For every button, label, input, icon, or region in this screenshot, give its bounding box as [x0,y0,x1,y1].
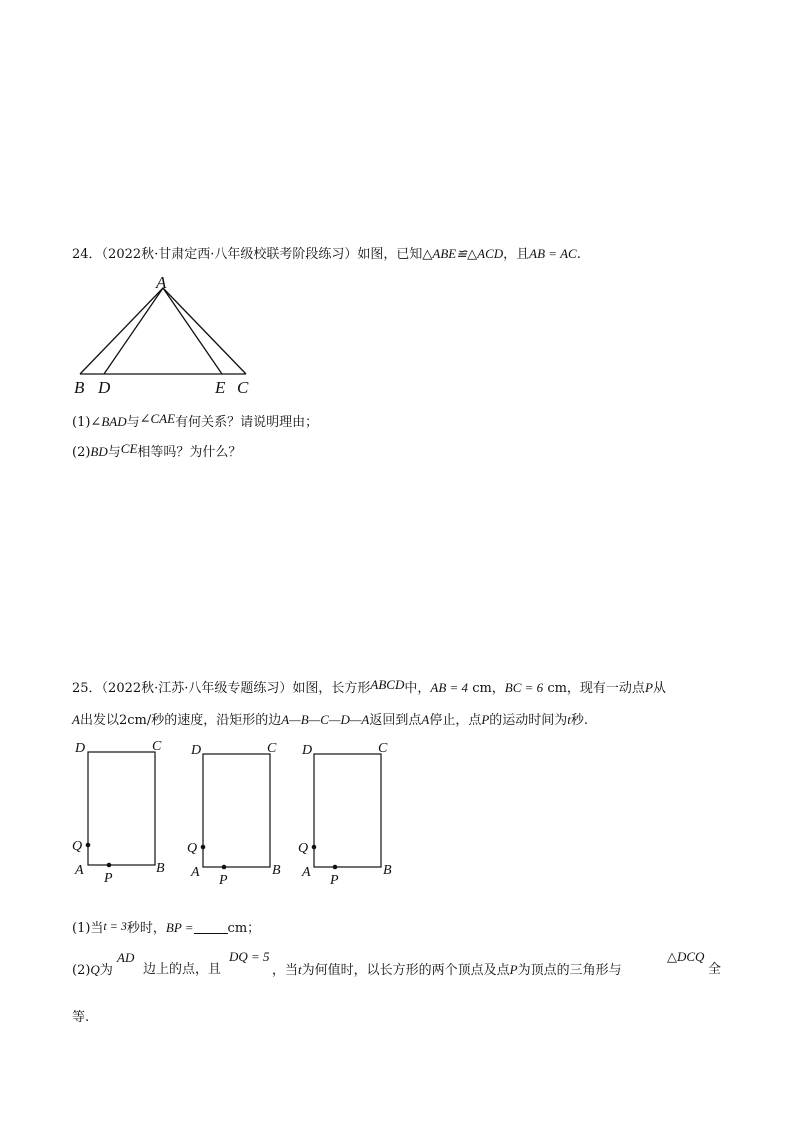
q25-number: 25． [72,681,102,696]
q25-rect-abcd: ABCD [370,677,405,692]
q25-sub1 [72,918,260,939]
q24-congruence: △ABE≌△ACD [422,246,504,261]
answer-blank[interactable] [194,921,228,934]
q25-sub2-is: 为 [99,963,113,978]
segment-AB [80,288,163,374]
q24-sub1 [72,412,318,433]
q24-seg-bd: BD [90,444,108,459]
q25-from: 从 [652,681,666,696]
point-q [86,843,91,848]
q24-intro: 如图，已知 [357,247,423,262]
q25-sub2-prefix-block [72,960,113,981]
q25-sub2-text1: 为何值时，以长方形的两个顶点及点 [301,963,510,978]
point-q [312,845,317,850]
q24-seg-ce: CE [120,441,138,456]
q24-angle-bad: ∠BAD [90,414,127,429]
q24-angle-cae: ∠CAE [139,411,176,426]
q25-sub2-text4: 等. [72,1010,90,1025]
point-p [107,863,112,868]
label-C: C [152,739,162,754]
label-D: D [75,741,86,756]
q25-line2-text3: 停止，点 [429,713,482,728]
label-E: E [215,378,226,397]
label-D: D [191,743,202,758]
q24-sub2 [72,442,241,463]
q25-sub2-t: t [298,962,302,977]
q25-rectangle-figure-1 [70,736,190,886]
q25-sub2-text3: 全 [708,962,722,977]
label-Q: Q [72,839,83,854]
label-B: B [156,861,165,876]
q25-rectangle-figure-2 [185,738,305,888]
q25-line2-text: 出发以2cm/秒的速度，沿矩形的边 [79,713,282,728]
q24-equality: AB = AC [529,246,577,261]
q24-number: 24． [72,247,102,262]
label-B: B [272,863,281,878]
label-A: A [302,865,311,880]
q24-stem [72,244,581,265]
q24-sub2-suffix: 相等吗？为什么？ [137,445,242,460]
label-C: C [267,741,277,756]
label-C: C [378,741,388,756]
q25-intro: 如图，长方形 [292,681,371,696]
label-A: A [75,863,84,878]
q25-t-eq: t = 3 [103,919,127,933]
q25-ab-unit: cm， [472,681,505,696]
label-C: C [237,378,249,397]
q25-sub2-p: P [509,962,518,977]
label-Q: Q [298,841,309,856]
q25-sub2-tri: △DCQ [667,949,705,964]
segment-AC [163,288,246,374]
label-P: P [219,873,228,888]
label-D: D [98,378,111,397]
q24-sub2-prefix: (2) [72,445,91,460]
q25-sub1-prefix: (1)当 [72,921,104,936]
q25-stem-line1 [72,678,666,699]
q25-stem-line2 [72,710,588,731]
q25-in: 中， [404,681,431,696]
point-p [333,865,338,870]
q25-bc-unit: cm，现有一动点 [547,681,645,696]
q24-sub1-suffix: 有何关系？请说明理由； [175,415,319,430]
label-P: P [104,871,113,886]
q25-a: A [72,712,80,727]
label-B: B [383,863,392,878]
label-P: P [330,873,339,888]
label-A: A [156,273,167,292]
q25-sub2-dq: DQ = 5 [229,949,270,964]
q25-sub2-edge: 边上的点，且 [143,962,222,977]
q25-rectangle-figure-3 [296,738,416,888]
q25-bp: BP = [165,920,194,935]
q24-triangle-figure [70,272,270,397]
label-Q: Q [187,841,198,856]
q25-source: （2022秋·江苏·八年级专题练习） [101,681,293,696]
q25-sub1-mid: 秒时， [126,921,166,936]
q25-sub2-when: ，当 [272,963,299,978]
q25-line2-text2: 返回到点 [369,713,422,728]
q25-line2-text4: 的运动时间为 [489,713,568,728]
segment-AD [104,288,163,374]
q25-p: P [644,680,653,695]
q24-comma: ，且 [503,247,530,262]
q25-sub2-rest [272,960,622,981]
q25-sub1-unit: cm； [227,921,261,936]
q25-bc: BC = 6 [504,680,544,695]
rectangle-abcd [314,754,381,867]
point-q [201,845,206,850]
label-B: B [74,378,85,397]
q25-sub2-prefix: (2) [72,963,91,978]
q25-p2: P [481,712,490,727]
rectangle-abcd [88,752,155,865]
q25-path: A—B—C—D—A [281,712,370,727]
q25-sub2-text2: 为顶点的三角形与 [517,963,622,978]
q25-line2-end: 秒. [570,713,589,728]
q24-period: . [576,247,581,262]
q24-sub2-mid: 与 [107,445,121,460]
point-p [222,865,227,870]
segment-AE [163,288,222,374]
q25-ab: AB = 4 [430,680,469,695]
q25-a2: A [421,712,430,727]
label-A: A [191,865,200,880]
q25-sub2-q: Q [90,962,100,977]
q25-t: t [567,712,571,727]
q24-source: （2022秋·甘肃定西·八年级校联考阶段练习） [101,247,358,262]
q24-sub1-prefix: (1) [72,415,91,430]
label-D: D [302,743,313,758]
q24-sub1-mid: 与 [126,415,140,430]
rectangle-abcd [203,754,270,867]
q25-sub2-ad: AD [117,950,135,965]
